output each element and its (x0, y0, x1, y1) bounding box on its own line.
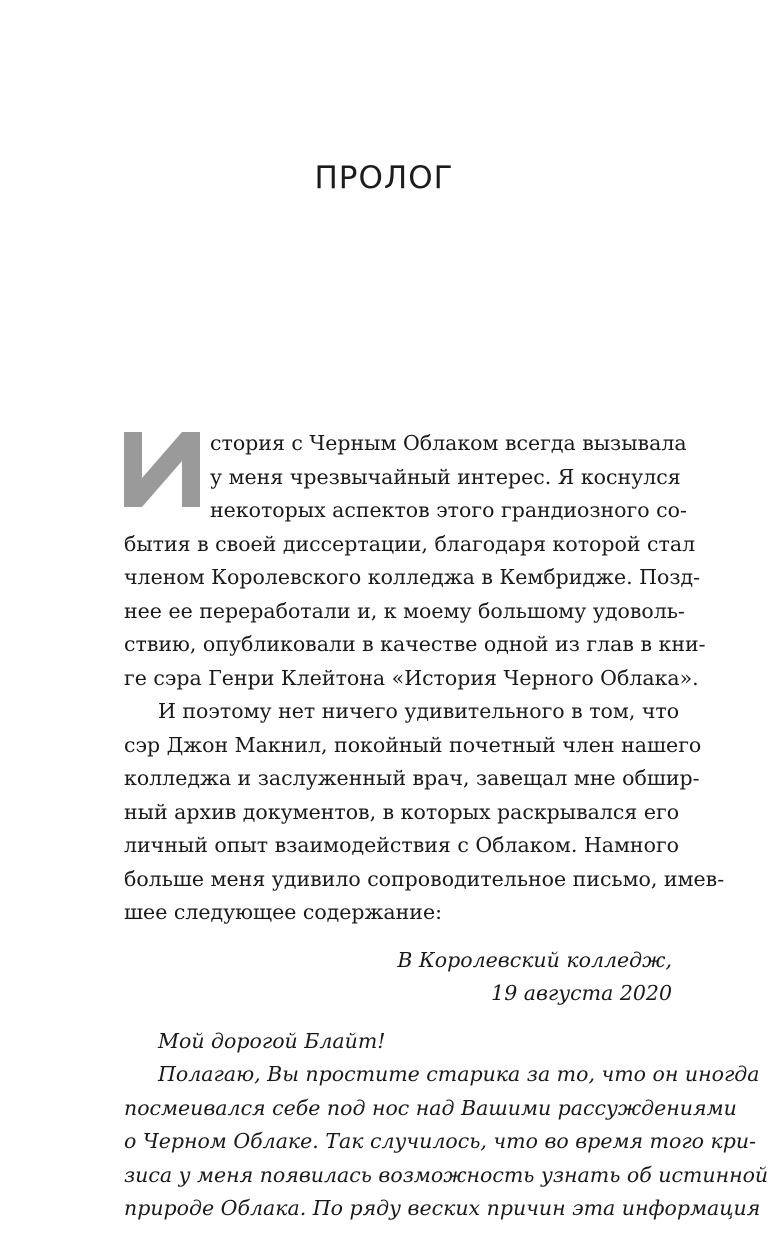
drop-cap (124, 432, 200, 507)
paragraph2-line: ный архив документов, в которых раскрывался его (124, 799, 680, 824)
letter-address: В Королевский колледж, (397, 947, 672, 972)
drop-cap-letter-shape (124, 432, 200, 507)
chapter-title: ПРОЛОГ (314, 160, 454, 196)
spacer (124, 930, 672, 944)
paragraph1-line: у меня чрезвычайный интерес. Я коснулся (210, 464, 681, 489)
letter-line: зиса у меня появилась возможность узнать об истинной (124, 1162, 768, 1187)
letter-date: 19 августа 2020 (491, 981, 672, 1005)
paragraph2-line: шее следующее содержание: (124, 900, 442, 924)
paragraph1-line: ге сэра Генри Клейтона «История Черного Облака». (124, 665, 699, 690)
paragraph1-line: стория с Черным Облаком всегда вызывала (210, 431, 687, 455)
paragraph2-line: сэр Джон Макнил, покойный почетный член нашего (124, 732, 702, 757)
letter-salutation: Мой дорогой Блайт! (158, 1028, 386, 1053)
letter-line: Полагаю, Вы простите старика за то, что он иногда (158, 1062, 760, 1086)
paragraph2-line: И поэтому нет ничего удивительного в том, что (158, 699, 680, 723)
paragraph1-line: нее ее переработали и, к моему большому удоволь- (124, 598, 685, 623)
letter-line: природе Облака. По ряду веских причин эта информация (124, 1196, 761, 1220)
paragraph1-line: некоторых аспектов этого грандиозного со- (210, 498, 687, 522)
letter-line: посмеивался себе под нос над Вашими рассуждениями (124, 1095, 737, 1120)
paragraph2-line: больше меня удивило сопроводительное письмо, имев- (124, 866, 725, 891)
prologue-text (124, 427, 768, 1226)
letter-line: о Черном Облаке. Так случилось, что во время того кри- (124, 1129, 757, 1153)
paragraph1-line: бытия в своей диссертации, благодаря которой стал (124, 531, 696, 556)
paragraph1-line: ствию, опубликовали в качестве одной из глав в кни- (124, 632, 706, 656)
paragraph2-line: личный опыт взаимодействия с Облаком. Намного (124, 833, 680, 857)
paragraph1-line: членом Королевского колледжа в Кембридже. Позд- (124, 565, 701, 589)
spacer (124, 1011, 672, 1025)
paragraph2-line: колледжа и заслуженный врач, завещал мне обшир- (124, 766, 700, 790)
